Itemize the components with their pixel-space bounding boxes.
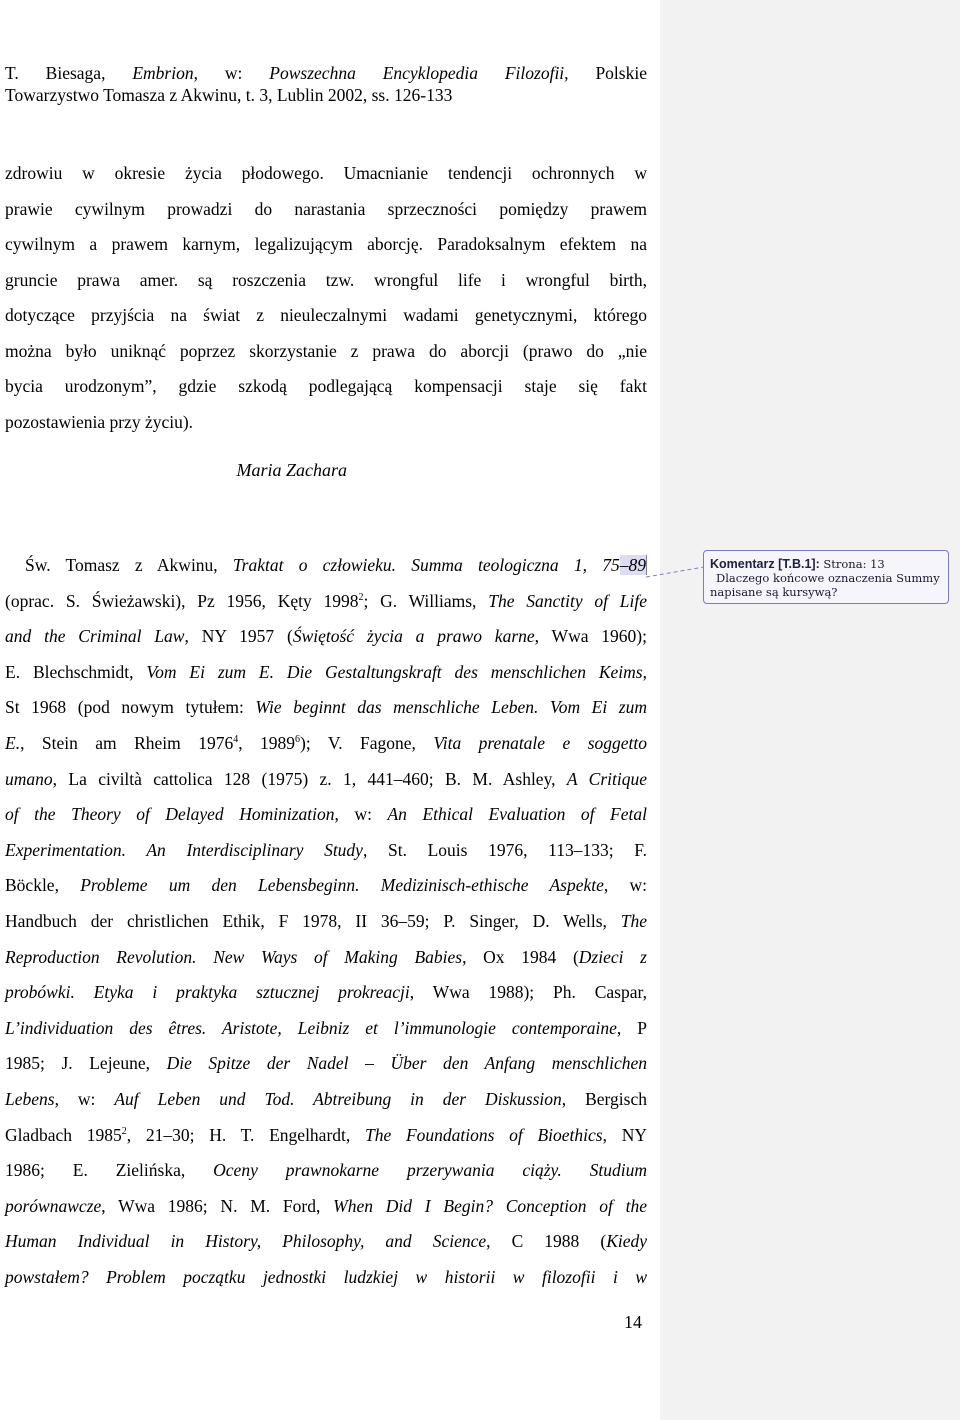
bibliography-line <box>5 726 647 762</box>
italic-title: E. <box>5 732 21 753</box>
italic-title: Lebens <box>5 1088 55 1109</box>
bibliography-line <box>5 762 647 798</box>
bibliography-text: Böckle, <box>5 875 81 896</box>
italic-title: Dzieci z <box>578 946 647 967</box>
edition-superscript: 2 <box>358 591 364 603</box>
italic-title: When Did I Begin? Conception of the <box>333 1195 647 1216</box>
bibliography-line <box>5 833 647 869</box>
bibliography-text: ); V. Fagone, <box>300 732 434 753</box>
bibliography-text: E. Blechschmidt, <box>5 661 147 682</box>
bibliography-text: Handbuch der christlichen Ethik, F 1978, II 36–59; P. Singer, D. Wells, <box>5 910 621 931</box>
comment-page-ref: Strona: 13 <box>823 557 885 571</box>
bibliography-line <box>5 1082 647 1118</box>
citation-entry: Embrion, <box>132 63 198 83</box>
bibliography-text: , St. Louis 1976, 113–133; F. <box>362 839 647 860</box>
italic-title: –89 <box>619 555 646 575</box>
bibliography-line <box>5 940 647 976</box>
italic-title: Human Individual in History, Philosophy, and Science <box>5 1231 487 1252</box>
citation-in: w: <box>197 63 270 83</box>
italic-title: An Ethical Evaluation of Fetal <box>387 804 647 825</box>
bibliography-line <box>5 975 647 1011</box>
page-number: 14 <box>624 1312 642 1332</box>
italic-title: and the Criminal Law <box>5 626 185 647</box>
bibliography-line <box>5 1224 647 1260</box>
comment-text-line: napisane są kursywą? <box>710 585 838 599</box>
edition-superscript: 4 <box>233 733 239 745</box>
bibliography-text: , NY <box>602 1124 647 1145</box>
italic-title: Probleme um den Lebensbeginn. Medizinisch-ethische Aspekte <box>80 875 604 896</box>
italic-title: Auf Leben und Tod. Abtreibung in der Diskussion <box>114 1088 562 1109</box>
citation-line-2: Towarzystwo Tomasza z Akwinu, t. 3, Lublin 2002, ss. 126-133 <box>5 85 453 105</box>
bibliography-text: Gladbach 1985 <box>5 1124 122 1145</box>
italic-title: The Foundations of Bioethics <box>364 1124 603 1145</box>
bibliography-text: St 1968 (pod nowym tytułem: <box>5 697 256 718</box>
italic-title: of the Theory of Delayed Hominization <box>5 804 335 825</box>
italic-title: Świętość życia a prawo karne <box>292 626 535 647</box>
citation-publisher-start: Polskie <box>568 63 647 83</box>
bibliography-line <box>5 1046 647 1082</box>
italic-title: Die Spitze der Nadel – Über den Anfang menschlichen <box>166 1053 647 1074</box>
italic-title: Experimentation. An Interdisciplinary Study <box>5 839 363 860</box>
italic-title: Reproduction Revolution. New Ways of Making Babies <box>5 946 463 967</box>
italic-title: Vom Ei zum E. Die Gestaltungskraft des menschlichen Keims <box>146 661 643 682</box>
bibliography-text: , 1989 <box>238 732 296 753</box>
bibliography-line <box>5 690 647 726</box>
bibliography-line <box>5 1260 647 1296</box>
review-comment[interactable] <box>703 550 949 604</box>
italic-title: porównawcze <box>5 1195 102 1216</box>
edition-superscript: 6 <box>295 733 301 745</box>
bibliography <box>5 548 647 1295</box>
bibliography-text: , 21–30; H. T. Engelhardt, <box>126 1124 365 1145</box>
bibliography-text: 1986; E. Zielińska, <box>5 1160 214 1181</box>
comment-connector-line <box>646 566 706 578</box>
italic-title: Wie beginnt das menschliche Leben. Vom Ei zum <box>255 697 647 718</box>
bibliography-text: , La civiltà cattolica 128 (1975) z. 1, 441–460; B. M. Ashley, <box>52 768 567 789</box>
bibliography-text: , NY 1957 ( <box>184 626 293 647</box>
bibliography-text: , Stein am Rheim 1976 <box>20 732 234 753</box>
bibliography-line <box>5 655 647 691</box>
italic-title: Oceny prawnokarne przerywania ciąży. Studium <box>213 1160 647 1181</box>
italic-title: probówki. Etyka i praktyka sztucznej prokreacji <box>5 982 410 1003</box>
bibliography-text: 1985; J. Lejeune, <box>5 1053 167 1074</box>
bibliography-text: , Wwa 1986; N. M. Ford, <box>101 1195 334 1216</box>
body-line: cywilnym a prawem karnym, legalizującym aborcję. Paradoksalnym efektem na <box>5 234 647 254</box>
bibliography-text: , w: <box>54 1088 115 1109</box>
bibliography-line <box>5 797 647 833</box>
source-citation <box>5 62 647 106</box>
edition-superscript: 2 <box>121 1125 127 1137</box>
bibliography-text: Św. Tomasz z Akwinu, <box>25 555 233 575</box>
bibliography-line <box>5 548 647 584</box>
body-line: można było uniknąć poprzez skorzystanie z prawa do aborcji (prawo do „nie <box>5 340 647 361</box>
citation-line-1 <box>5 62 647 84</box>
bibliography-line <box>5 868 647 904</box>
body-line: bycia urodzonym”, gdzie szkodą podlegającą kompensacji staje się fakt <box>5 376 647 396</box>
body-line: zdrowiu w okresie życia płodowego. Umacnianie tendencji ochronnych w <box>5 163 647 183</box>
bibliography-text: ; G. Williams, <box>363 590 489 611</box>
article-author: Maria Zachara <box>236 460 347 480</box>
bibliography-text: , Wwa 1960); <box>534 626 648 647</box>
bibliography-line <box>5 1189 647 1225</box>
bibliography-text: , w: <box>603 875 647 896</box>
body-line: pozostawienia przy życiu). <box>5 411 194 432</box>
bibliography-text: , Ox 1984 ( <box>462 946 579 967</box>
citation-encyclopedia: Powszechna Encyklopedia Filozofii, <box>269 63 569 83</box>
bibliography-line <box>5 619 647 655</box>
italic-title: The <box>620 910 647 931</box>
bibliography-text: (oprac. S. Świeżawski), Pz 1956, Kęty 1998 <box>5 590 359 611</box>
bibliography-text: , C 1988 ( <box>486 1231 607 1252</box>
bibliography-line <box>5 584 647 620</box>
bibliography-text: , w: <box>334 804 388 825</box>
italic-title: L’individuation des êtres. Aristote, Leibniz et l’immunologie contemporaine <box>5 1017 617 1038</box>
italic-title: The Sanctity of Life <box>488 590 647 611</box>
body-line: dotyczące przyjścia na świat z nieuleczalnymi wadami genetycznymi, którego <box>5 305 647 325</box>
italic-title: Kiedy <box>606 1231 648 1252</box>
bibliography-text: , Wwa 1988); Ph. Caspar, <box>409 982 647 1003</box>
citation-author: T. Biesaga, <box>5 63 133 83</box>
bibliography-line <box>5 1153 647 1189</box>
italic-title: powstałem? Problem początku jednostki ludzkiej w historii w filozofii i w <box>5 1266 647 1287</box>
bibliography-text: , Bergisch <box>561 1088 647 1109</box>
italic-title: Traktat o człowieku. Summa teologiczna 1, 75 <box>232 555 620 575</box>
bibliography-text: , P <box>616 1017 648 1038</box>
bibliography-text: , <box>642 661 647 682</box>
bibliography-line <box>5 1011 647 1047</box>
comment-text-line: Dlaczego końcowe oznaczenia Summy <box>716 571 940 585</box>
bibliography-line <box>5 904 647 940</box>
bibliography-line <box>5 1118 647 1154</box>
article-body <box>5 156 647 440</box>
italic-title: A Critique <box>566 768 647 789</box>
body-line: gruncie prawa amer. są roszczenia tzw. wrongful life i wrongful birth, <box>5 269 647 290</box>
italic-title: Vita prenatale e soggetto <box>433 732 647 753</box>
comment-title: Komentarz [T.B.1]: <box>710 557 820 571</box>
body-line: prawie cywilnym prowadzi do narastania sprzeczności pomiędzy prawem <box>5 198 647 219</box>
italic-title: umano <box>5 768 53 789</box>
comment-margin-pane <box>660 0 960 1420</box>
